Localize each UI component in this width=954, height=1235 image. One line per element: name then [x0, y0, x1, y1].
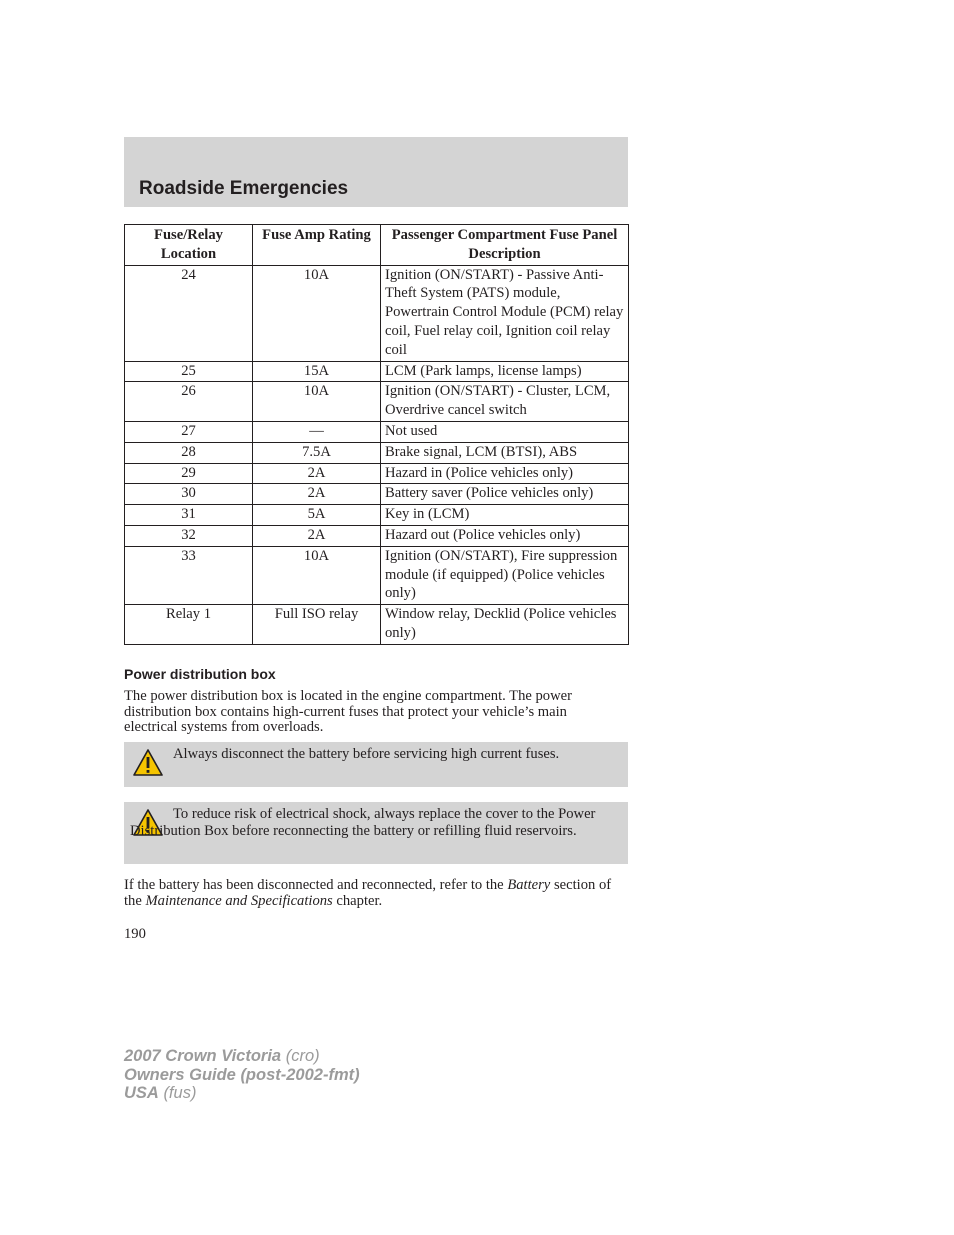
fuse-description: Brake signal, LCM (BTSI), ABS: [381, 442, 629, 463]
fuse-rating: 10A: [253, 382, 381, 422]
fuse-description: Hazard in (Police vehicles only): [381, 463, 629, 484]
fuse-description: Battery saver (Police vehicles only): [381, 484, 629, 505]
power-distribution-intro: The power distribution box is located in the engine compartment. The power distribution box contains high-current fuses that protect your vehicle’s main electrical systems from overloads.: [124, 688, 572, 736]
footer-model: 2007 Crown Victoria: [124, 1047, 282, 1065]
fuse-location: 31: [125, 505, 253, 526]
fuse-location: 28: [125, 442, 253, 463]
fuse-location: 32: [125, 525, 253, 546]
fuse-rating: Full ISO relay: [253, 605, 381, 645]
fuse-location: 27: [125, 421, 253, 442]
fuse-location: 26: [125, 382, 253, 422]
battery-note-suffix: chapter.: [336, 892, 383, 909]
battery-note: [124, 878, 624, 909]
fuse-rating: 15A: [253, 361, 381, 382]
table-row: [125, 265, 629, 361]
section-header-band: [124, 137, 628, 207]
fuse-description: Ignition (ON/START), Fire suppression module (if equipped) (Police vehicles only): [381, 546, 629, 604]
column-header-location: Fuse/Relay Location: [125, 225, 253, 266]
fuse-rating: 7.5A: [253, 442, 381, 463]
table-row: [125, 421, 629, 442]
warning-text: To reduce risk of electrical shock, always replace the cover to the Power Distribution Box before reconnecting the battery or refilling fluid reservoirs.: [130, 806, 596, 839]
fuse-description: Not used: [381, 421, 629, 442]
table-row: [125, 361, 629, 382]
fuse-description: Key in (LCM): [381, 505, 629, 526]
fuse-rating: 2A: [253, 463, 381, 484]
power-distribution-heading: Power distribution box: [124, 666, 276, 682]
fuse-rating: 2A: [253, 525, 381, 546]
battery-note-prefix: If the battery has been disconnected and reconnected, refer to the: [124, 877, 504, 893]
fuse-location: 25: [125, 361, 253, 382]
warning-box-shock: [124, 802, 628, 864]
fuse-rating: 5A: [253, 505, 381, 526]
battery-note-middle: section of the: [124, 877, 612, 909]
fuse-description: Ignition (ON/START) - Passive Anti-Theft System (PATS) module, Powertrain Control Module (PCM) relay coil, Fuel relay coil, Ignition coil relay coil: [381, 265, 629, 361]
fuse-rating: —: [253, 421, 381, 442]
fuse-location: 30: [125, 484, 253, 505]
page-number: 190: [124, 926, 146, 942]
battery-section-ref: Battery: [507, 877, 551, 893]
fuse-rating: 10A: [253, 546, 381, 604]
fuse-description: Hazard out (Police vehicles only): [381, 525, 629, 546]
fuse-location: 24: [125, 265, 253, 361]
fuse-location: 33: [125, 546, 253, 604]
footer-market: USA: [124, 1084, 159, 1102]
fuse-location: Relay 1: [125, 605, 253, 645]
column-header-rating: Fuse Amp Rating: [253, 225, 381, 266]
fuse-table: [124, 224, 629, 645]
warning-text: Always disconnect the battery before servicing high current fuses.: [173, 746, 560, 762]
footer-guide: Owners Guide (post-2002-fmt): [124, 1065, 360, 1084]
table-row: [125, 484, 629, 505]
fuse-location: 29: [125, 463, 253, 484]
column-header-description: Passenger Compartment Fuse Panel Description: [381, 225, 629, 266]
table-row: [125, 463, 629, 484]
warning-box-disconnect: [124, 742, 628, 787]
table-row: [125, 605, 629, 645]
footer-market-code: (fus): [163, 1084, 197, 1102]
fuse-rating: 10A: [253, 265, 381, 361]
fuse-description: LCM (Park lamps, license lamps): [381, 361, 629, 382]
document-footer: [124, 1047, 360, 1103]
table-row: [125, 525, 629, 546]
footer-model-code: (cro): [285, 1047, 320, 1065]
fuse-table-header-row: [125, 225, 629, 266]
table-row: [125, 382, 629, 422]
fuse-description: Window relay, Decklid (Police vehicles only): [381, 605, 629, 645]
table-row: [125, 505, 629, 526]
fuse-rating: 2A: [253, 484, 381, 505]
table-row: [125, 442, 629, 463]
chapter-ref: Maintenance and Specifications: [145, 892, 333, 909]
table-row: [125, 546, 629, 604]
fuse-description: Ignition (ON/START) - Cluster, LCM, Overdrive cancel switch: [381, 382, 629, 422]
section-title: Roadside Emergencies: [139, 178, 349, 199]
